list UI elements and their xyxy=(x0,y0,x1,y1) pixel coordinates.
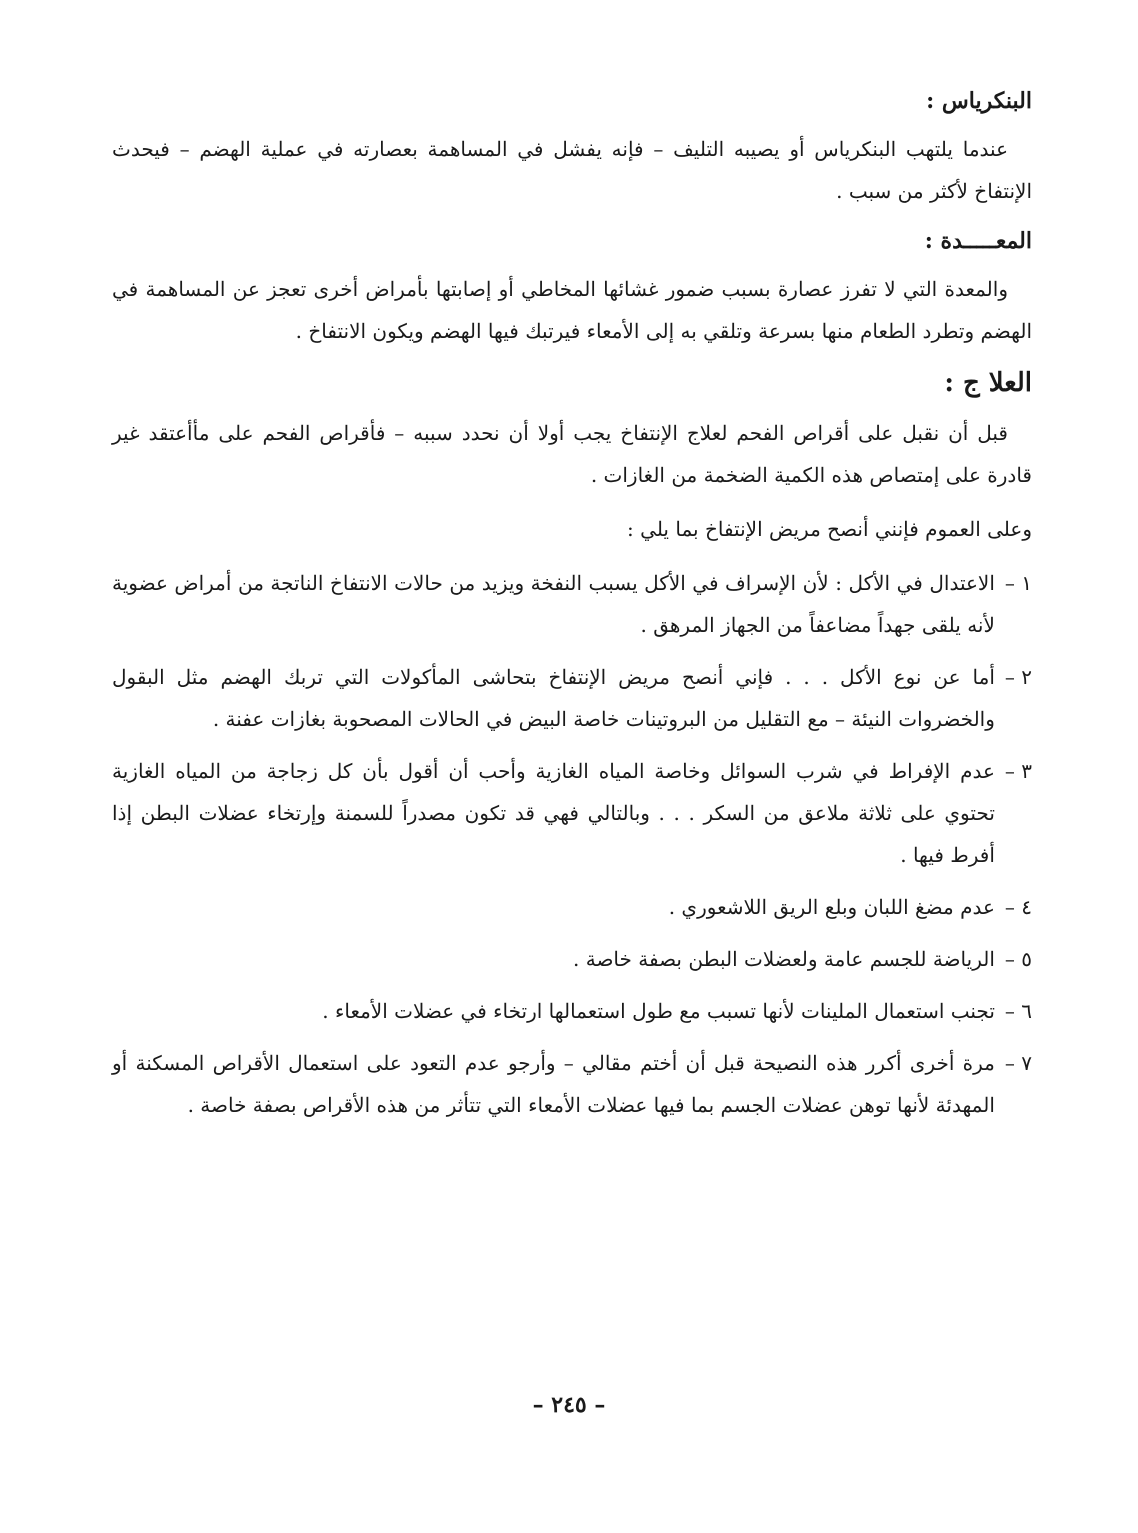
list-item-number: ٧ – xyxy=(1004,1051,1032,1075)
heading-treatment: العلا ج : xyxy=(944,368,1032,398)
list-item-text: مرة أخرى أكرر هذه النصيحة قبل أن أختم مقالي – وأرجو عدم التعود على استعمال الأقراص المسكنة أو المهدئة لأنها توهن عضلات الجسم بما فيها عضلات الأمعاء التي تتأثر من هذه الأقراص بصفة خاصة . xyxy=(112,1051,995,1117)
page-content xyxy=(112,84,1032,1136)
list-item xyxy=(112,656,1032,740)
list-item xyxy=(112,990,1032,1032)
list-item-text: أما عن نوع الأكل . . . فإني أنصح مريض الإنتفاخ بتحاشى المأكولات التي تربك الهضم مثل البقول والخضروات النيئة – مع التقليل من البروتينات خاصة البيض في الحالات المصحوبة بغازات عفنة . xyxy=(112,665,995,731)
paragraph-treatment: قبل أن نقبل على أقراص الفحم لعلاج الإنتفاخ يجب أولا أن نحدد سببه – فأقراص الفحم على مأأعتقد غير قادرة على إمتصاص هذه الكمية الضخمة من الغازات . xyxy=(112,421,1032,487)
list-item xyxy=(112,562,1032,646)
list-item-text: تجنب استعمال الملينات لأنها تسبب مع طول استعمالها ارتخاء في عضلات الأمعاء . xyxy=(322,999,995,1023)
list-item-number: ٤ – xyxy=(1004,895,1032,919)
paragraph-stomach: والمعدة التي لا تفرز عصارة بسبب ضمور غشائها المخاطي أو إصابتها بأمراض أخرى تعجز عن المساهمة في الهضم وتطرد الطعام منها بسرعة وتلقي به إلى الأمعاء فيرتبك فيها الهضم ويكون الانتفاخ . xyxy=(112,277,1032,343)
list-item xyxy=(112,1042,1032,1126)
heading-pancreas: البنكرياس : xyxy=(926,88,1032,114)
paragraph-treatment-intro: وعلى العموم فإنني أنصح مريض الإنتفاخ بما يلي : xyxy=(627,517,1032,541)
list-item-number: ٥ – xyxy=(1004,947,1032,971)
list-item-number: ٣ – xyxy=(1004,759,1032,783)
advice-list xyxy=(112,562,1032,1126)
list-item-number: ٢ – xyxy=(1004,665,1032,689)
paragraph-pancreas: عندما يلتهب البنكرياس أو يصيبه التليف – فإنه يفشل في المساهمة بعصارته في عملية الهضم – فيحدث الإنتفاخ لأكثر من سبب . xyxy=(112,137,1032,203)
heading-stomach: المعـــــدة : xyxy=(924,228,1032,254)
list-item-text: الاعتدال في الأكل : لأن الإسراف في الأكل يسبب النفخة ويزيد من حالات الانتفاخ الناتجة من أمراض عضوية لأنه يلقى جهداً مضاعفاً من الجهاز المرهق . xyxy=(112,571,995,637)
list-item xyxy=(112,750,1032,876)
list-item-text: الرياضة للجسم عامة ولعضلات البطن بصفة خاصة . xyxy=(573,947,995,971)
list-item-text: عدم مضغ اللبان وبلع الريق اللاشعوري . xyxy=(668,895,995,919)
list-item xyxy=(112,886,1032,928)
list-item-number: ٦ – xyxy=(1004,999,1032,1023)
list-item-text: عدم الإفراط في شرب السوائل وخاصة المياه الغازية وأحب أن أقول بأن كل زجاجة من المياه الغازية تحتوي على ثلاثة ملاعق من السكر . . . وبالتالي فهي قد تكون مصدراً للسمنة وإرتخاء عضلات البطن إذا أفرط فيها . xyxy=(112,759,995,867)
list-item-number: ١ – xyxy=(1004,571,1032,595)
page-number: – ٢٤٥ – xyxy=(532,1392,606,1418)
list-item xyxy=(112,938,1032,980)
